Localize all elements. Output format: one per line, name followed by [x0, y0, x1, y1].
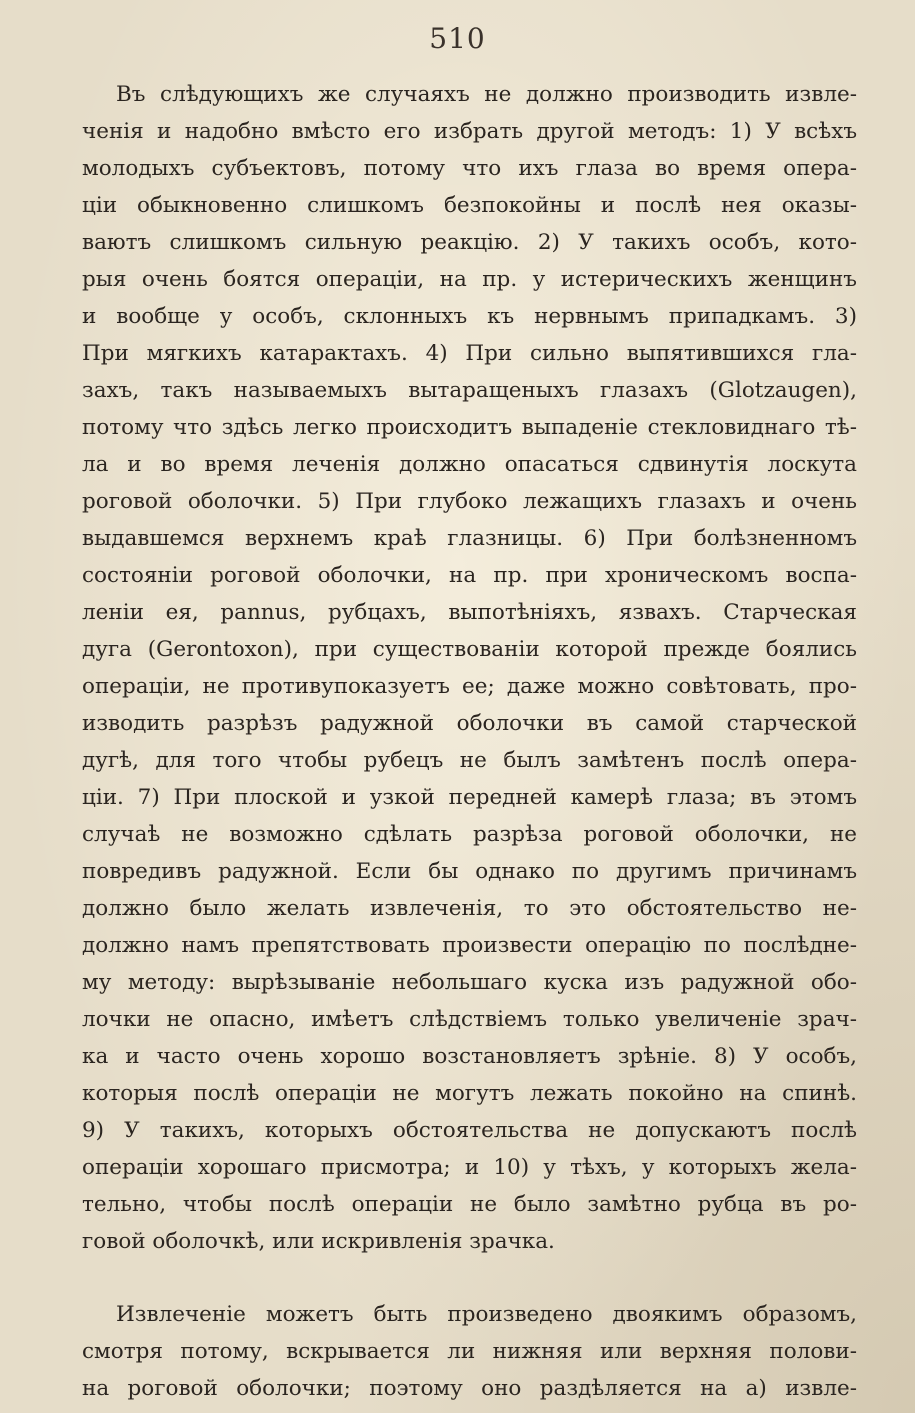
text-line: случаѣ не возможно сдѣлать разрѣза роговой оболочки, не	[82, 822, 857, 847]
text-line: выдавшемся верхнемъ краѣ глазницы. 6) При болѣзненномъ	[82, 526, 857, 551]
text-line: рыя очень боятся операціи, на пр. у истерическихъ женщинъ	[82, 267, 857, 292]
text-line: 9) У такихъ, которыхъ обстоятельства не допускаютъ послѣ	[82, 1118, 857, 1143]
text-line: ціи. 7) При плоской и узкой передней камерѣ глаза; въ этомъ	[82, 785, 857, 810]
text-line: должно намъ препятствовать произвести операцію по послѣдне-	[82, 933, 857, 958]
text-line: ваютъ слишкомъ сильную реакцію. 2) У такихъ особъ, кото-	[82, 230, 857, 255]
text-line: изводить разрѣзъ радужной оболочки въ самой старческой	[82, 711, 857, 736]
text-line: му методу: вырѣзываніе небольшаго куска изъ радужной обо-	[82, 970, 857, 995]
text-line: леніи ея, pannus, рубцахъ, выпотѣніяхъ, язвахъ. Старческая	[82, 600, 857, 625]
body-text	[82, 76, 857, 1407]
text-line: говой оболочкѣ, или искривленія зрачка.	[82, 1229, 555, 1254]
text-line: ла и во время леченія должно опасаться сдвинутія лоскута	[82, 452, 857, 477]
paragraph-gap	[82, 1260, 857, 1296]
text-line: захъ, такъ называемыхъ вытаращеныхъ глазахъ (Glotzaugen),	[82, 378, 857, 403]
text-line: ка и часто очень хорошо возстановляетъ зрѣніе. 8) У особъ,	[82, 1044, 857, 1069]
text-line: тельно, чтобы послѣ операціи не было замѣтно рубца въ ро-	[82, 1192, 857, 1217]
text-line: ченія и надобно вмѣсто его избрать другой методъ: 1) У всѣхъ	[82, 119, 857, 144]
text-line: на роговой оболочки; поэтому оно раздѣляется на а) извле-	[82, 1376, 857, 1401]
text-line: которыя послѣ операціи не могутъ лежать покойно на спинѣ.	[82, 1081, 857, 1106]
text-line: должно было желать извлеченія, то это обстоятельство не-	[82, 896, 857, 921]
text-line: состояніи роговой оболочки, на пр. при хроническомъ воспа-	[82, 563, 857, 588]
text-line: повредивъ радужной. Если бы однако по другимъ причинамъ	[82, 859, 857, 884]
text-line: Извлеченіе можетъ быть произведено двоякимъ образомъ,	[116, 1302, 857, 1327]
text-line: ціи обыкновенно слишкомъ безпокойны и послѣ нея оказы-	[82, 193, 857, 218]
text-line: молодыхъ субъектовъ, потому что ихъ глаза во время опера-	[82, 156, 857, 181]
text-line: дуга (Gerontoxon), при существованіи которой прежде боялись	[82, 637, 857, 662]
text-line: Въ слѣдующихъ же случаяхъ не должно производить извле-	[116, 82, 857, 107]
text-line: и вообще у особъ, склонныхъ къ нервнымъ припадкамъ. 3)	[82, 304, 857, 329]
text-line: смотря потому, вскрывается ли нижняя или верхняя полови-	[82, 1339, 857, 1364]
paragraph-1	[82, 76, 857, 1260]
page-number: 510	[429, 22, 486, 55]
text-line: роговой оболочки. 5) При глубоко лежащихъ глазахъ и очень	[82, 489, 857, 514]
text-line: операціи, не противупоказуетъ ее; даже можно совѣтовать, про-	[82, 674, 857, 699]
paragraph-2	[82, 1296, 857, 1407]
text-line: операціи хорошаго присмотра; и 10) у тѣхъ, у которыхъ жела-	[82, 1155, 857, 1180]
text-line: При мягкихъ катарактахъ. 4) При сильно выпятившихся гла-	[82, 341, 857, 366]
text-line: лочки не опасно, имѣетъ слѣдствіемъ только увеличеніе зрач-	[82, 1007, 857, 1032]
text-line: дугѣ, для того чтобы рубецъ не былъ замѣтенъ послѣ опера-	[82, 748, 857, 773]
text-line: потому что здѣсь легко происходитъ выпаденіе стекловиднаго тѣ-	[82, 415, 857, 440]
